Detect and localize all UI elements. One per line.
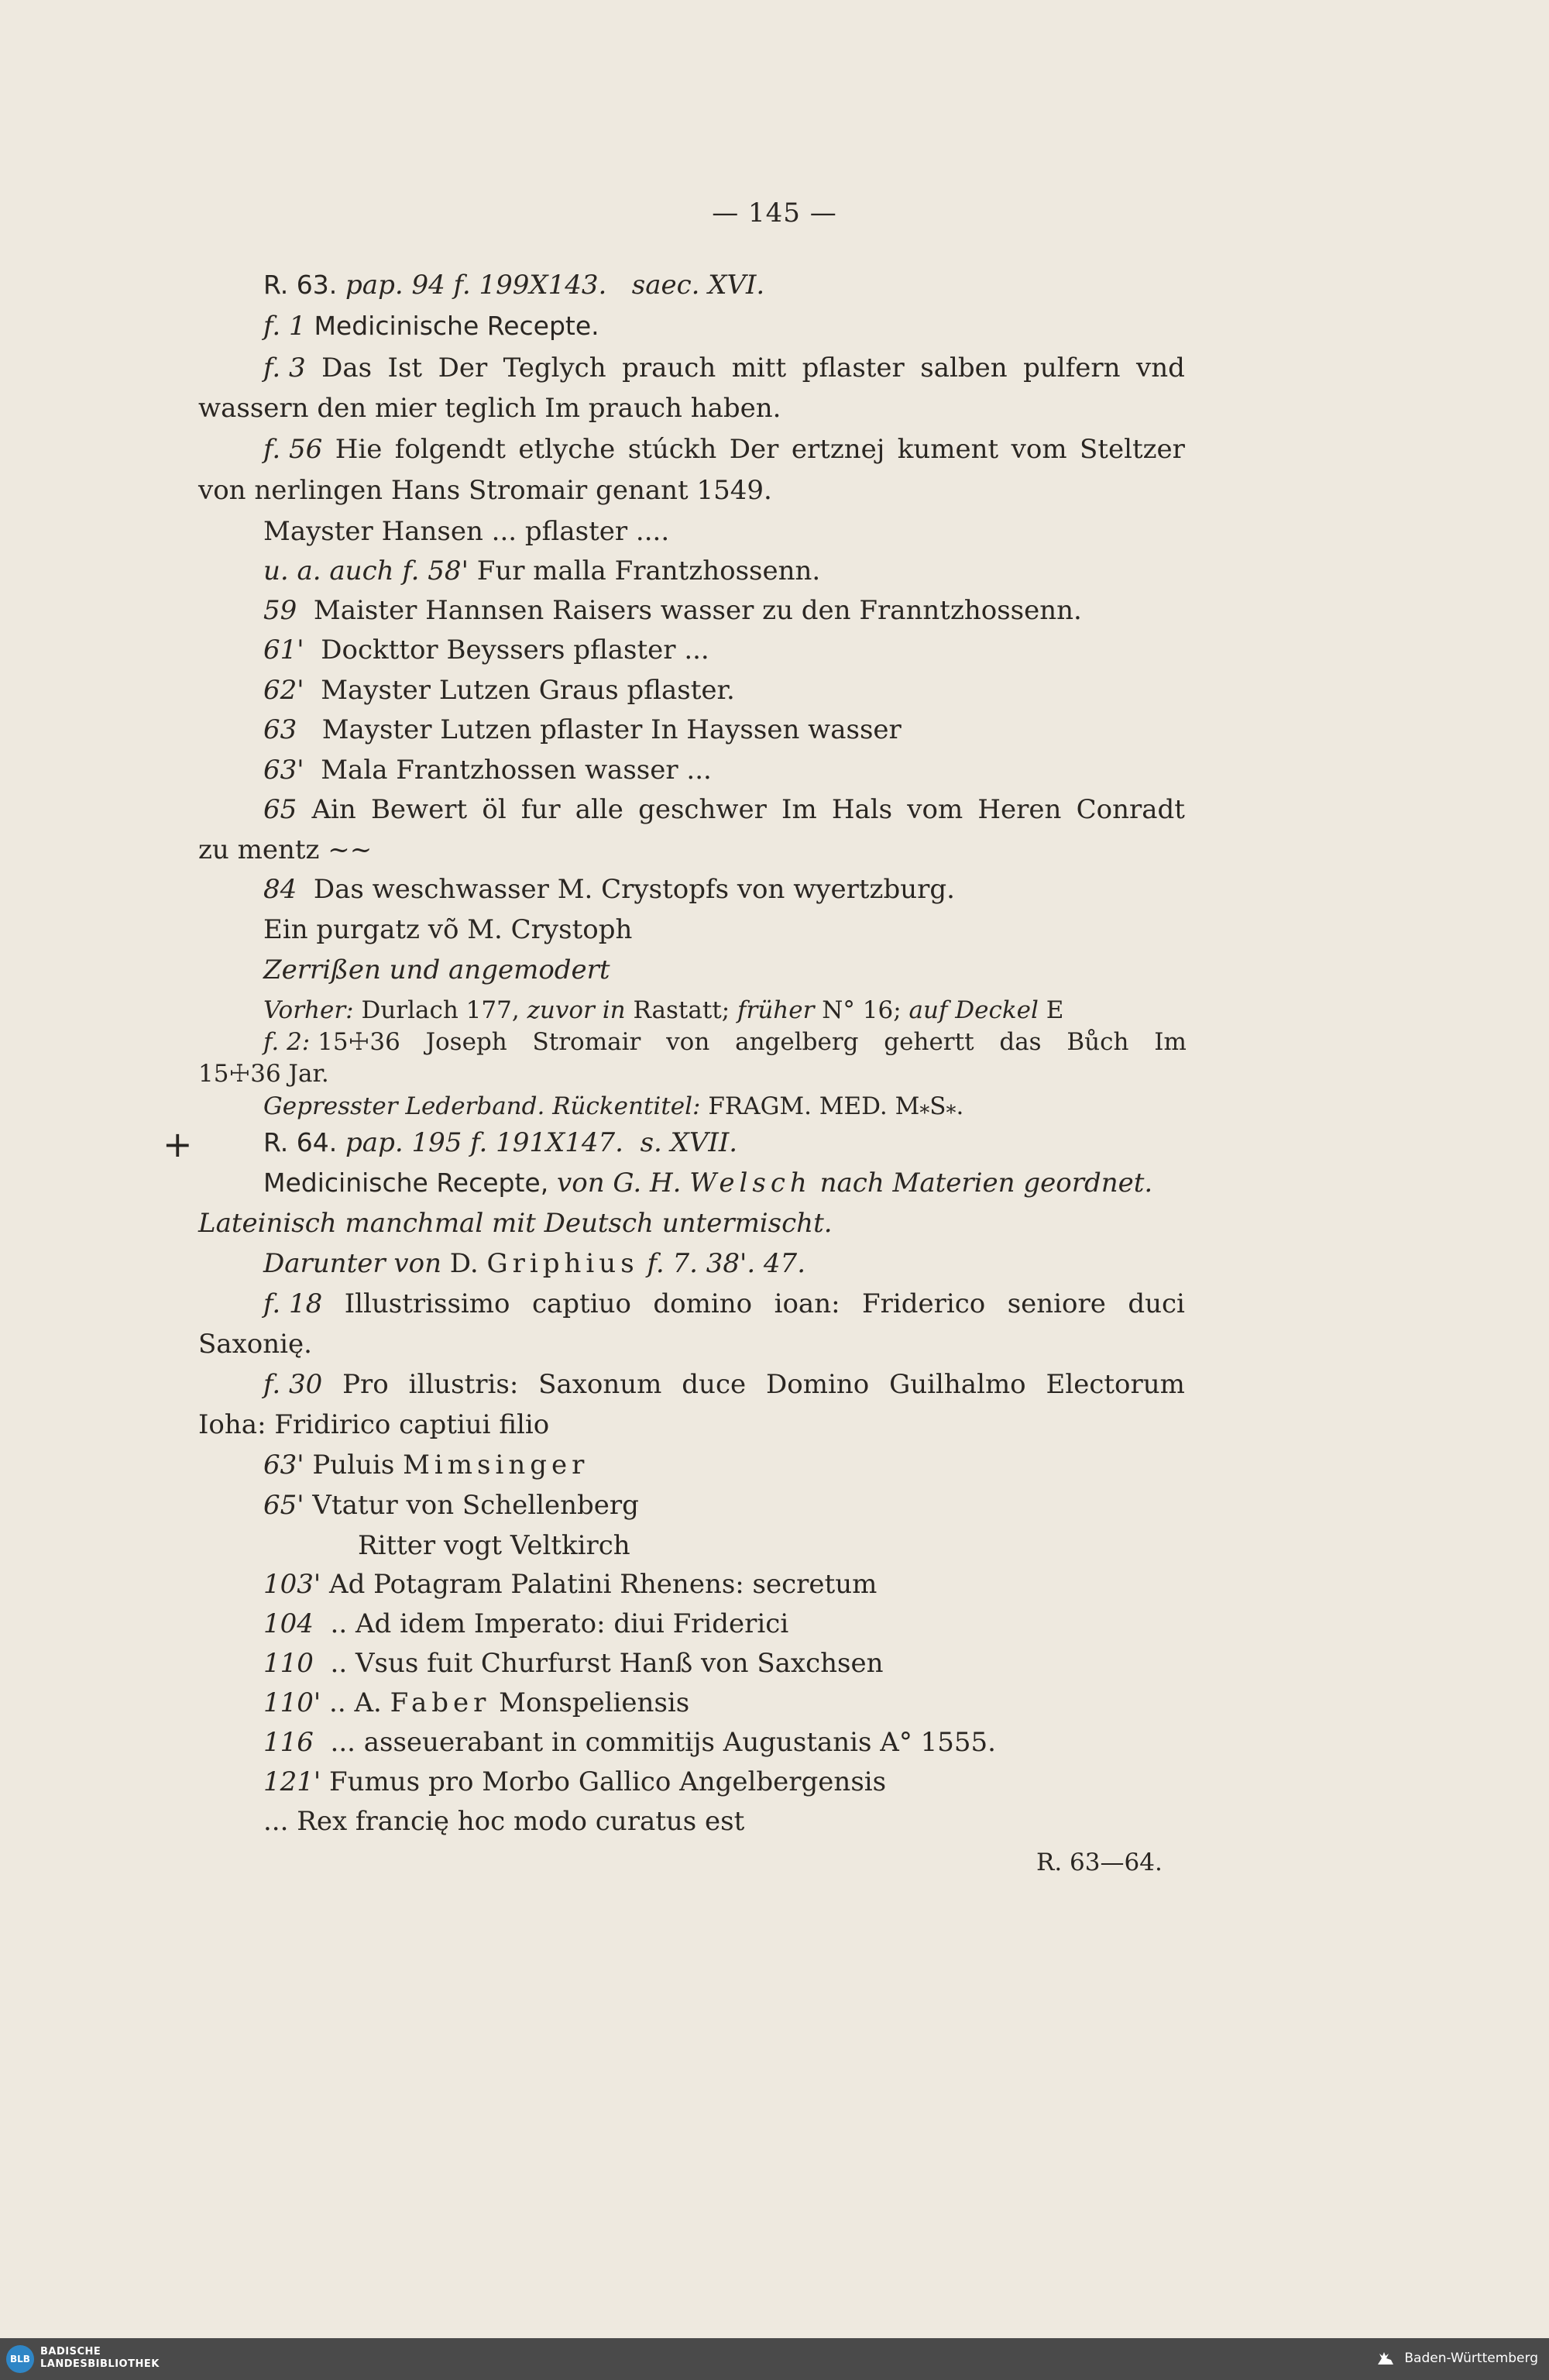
text-line: 62' Mayster Lutzen Graus pflaster. [263, 675, 735, 706]
text-line: Ein purgatz võ M. Crystoph [263, 914, 633, 945]
text-line: 61' Dockttor Beyssers pflaster ... [263, 635, 709, 666]
text-line: 65 Ain Bewert öl fur alle geschwer Im Hals vom Heren Conradt [263, 794, 1185, 825]
text-line: Darunter von D. Griphius f. 7. 38'. 47. [263, 1248, 805, 1279]
text-line: 116 ... asseuerabant in commitijs Augustanis A° 1555. [263, 1727, 996, 1758]
text-line: 15☩36 Jar. [198, 1060, 329, 1088]
text-line: Mayster Hansen ... pflaster .... [263, 516, 670, 547]
text-line: 121' Fumus pro Morbo Gallico Angelbergensis [263, 1766, 887, 1797]
library-name: BADISCHE LANDESBIBLIOTHEK [40, 2346, 160, 2370]
text-line: zu mentz ~~ [198, 834, 373, 865]
text-line: von nerlingen Hans Stromair genant 1549. [198, 475, 772, 506]
text-line: f. 18 Illustrissimo captiuo domino ioan: Friderico seniore duci [263, 1288, 1185, 1319]
text-line: ... Rex francię hoc modo curatus est [263, 1806, 745, 1837]
text-line: 84 Das weschwasser M. Crystopfs von wyertzburg. [263, 874, 955, 905]
text-line: 103' Ad Potagram Palatini Rhenens: secretum [263, 1569, 878, 1600]
text-line: wassern den mier teglich Im prauch haben. [198, 393, 781, 424]
text-line: 110 .. Vsus fuit Churfurst Hanß von Saxchsen [263, 1648, 884, 1679]
page-number: — 145 — [712, 198, 837, 229]
text-line: R. 63. pap. 94 f. 199X143. saec. XVI. [263, 270, 765, 301]
stag-icon [1376, 2349, 1396, 2368]
text-line: 104 .. Ad idem Imperato: diui Friderici [263, 1608, 789, 1639]
text-line: Zerrißen und angemodert [263, 954, 610, 985]
text-line: Gepresster Lederband. Rückentitel: FRAGM. MED. $M_*S_*$. [263, 1092, 964, 1126]
text-line: 110' .. A. Faber Monspeliensis [263, 1687, 690, 1718]
footer-signature: R. 63—64. [1036, 1849, 1163, 1876]
text-line: 63' Mala Frantzhossen wasser ... [263, 755, 712, 786]
text-line: f. 1 Medicinische Recepte. [263, 311, 599, 342]
text-line: Vorher: Durlach 177, zuvor in Rastatt; früher N° 16; auf Deckel E [263, 996, 1064, 1024]
text-line: Ritter vogt Veltkirch [358, 1530, 630, 1561]
text-line: u. a. auch f. 58' Fur malla Frantzhossenn. [263, 555, 821, 586]
library-footer [0, 2338, 1549, 2380]
state-logo[interactable] [1376, 2349, 1538, 2368]
text-line: Ioha: Fridirico captiui filio [198, 1409, 550, 1440]
text-line: Saxonię. [198, 1329, 312, 1360]
text-line: 59 Maister Hannsen Raisers wasser zu den Franntzhossenn. [263, 595, 1082, 626]
blb-logo[interactable]: BLB [6, 2345, 34, 2373]
text-line: f. 56 Hie folgendt etlyche stúckh Der ertznej kument vom Steltzer [263, 434, 1185, 465]
text-line: 63 Mayster Lutzen pflaster In Hayssen wasser [263, 714, 902, 745]
text-line: f. 30 Pro illustris: Saxonum duce Domino Guilhalmo Electorum [263, 1369, 1185, 1400]
text-line: 63' Puluis Mimsinger [263, 1450, 589, 1481]
text-line: R. 64. pap. 195 f. 191X147. s. XVII. [263, 1127, 738, 1158]
state-name: Baden-Württemberg [1404, 2351, 1538, 2366]
text-line: f. 3 Das Ist Der Teglych prauch mitt pflaster salben pulfern vnd [263, 353, 1185, 383]
text-line: Lateinisch manchmal mit Deutsch untermischt. [198, 1208, 833, 1239]
text-line: 65' Vtatur von Schellenberg [263, 1490, 639, 1521]
text-line: f. 2: 15☩36 Joseph Stromair von angelberg gehertt das Bůch Im [263, 1028, 1187, 1056]
text-line: Medicinische Recepte, von G. H. Welsch nach Materien geordnet. [263, 1168, 1153, 1199]
margin-mark: + [163, 1123, 193, 1165]
